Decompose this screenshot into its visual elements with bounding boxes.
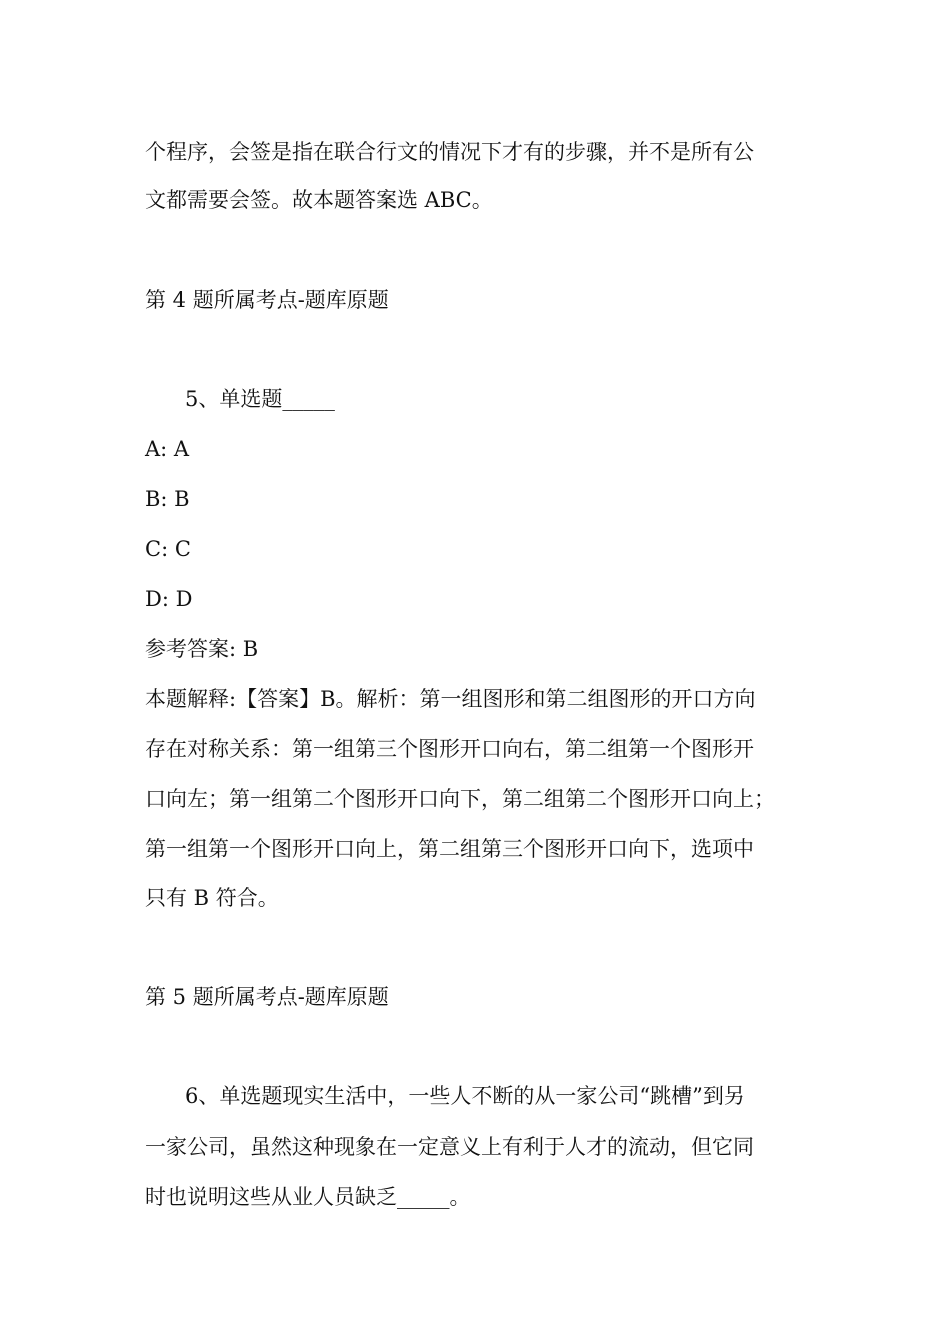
question-5-option-d: D: D [145,587,193,611]
question-5-title: 5、单选题_____ [185,387,335,411]
question-5-option-b: B: B [145,487,190,511]
question-5-source: 第 5 题所属考点-题库原题 [145,985,389,1009]
question-5-explanation-line: 口向左；第一组第二个图形开口向下，第二组第二个图形开口向上； [145,787,775,811]
continuation-line-1: 个程序，会签是指在联合行文的情况下才有的步骤，并不是所有公 [145,140,754,164]
question-4-source: 第 4 题所属考点-题库原题 [145,288,389,312]
continuation-line-2: 文都需要会签。故本题答案选 ABC。 [145,188,493,212]
question-5-explanation-line: 只有 B 符合。 [145,886,279,910]
question-5-option-a: A: A [145,437,190,461]
question-5-explanation-line: 存在对称关系：第一组第三个图形开口向右，第二组第一个图形开 [145,737,754,761]
question-5-answer: 参考答案: B [145,637,259,661]
question-6-line: 一家公司，虽然这种现象在一定意义上有利于人才的流动，但它同 [145,1135,754,1159]
question-5-explanation-line: 第一组第一个图形开口向上，第二组第三个图形开口向下，选项中 [145,837,754,861]
question-6-line: 时也说明这些从业人员缺乏_____。 [145,1185,471,1209]
question-5-explanation-line: 本题解释:【答案】B。解析：第一组图形和第二组图形的开口方向 [145,687,756,711]
question-5-option-c: C: C [145,537,191,561]
question-6-line: 6、单选题现实生活中，一些人不断的从一家公司“跳槽”到另 [185,1084,745,1108]
